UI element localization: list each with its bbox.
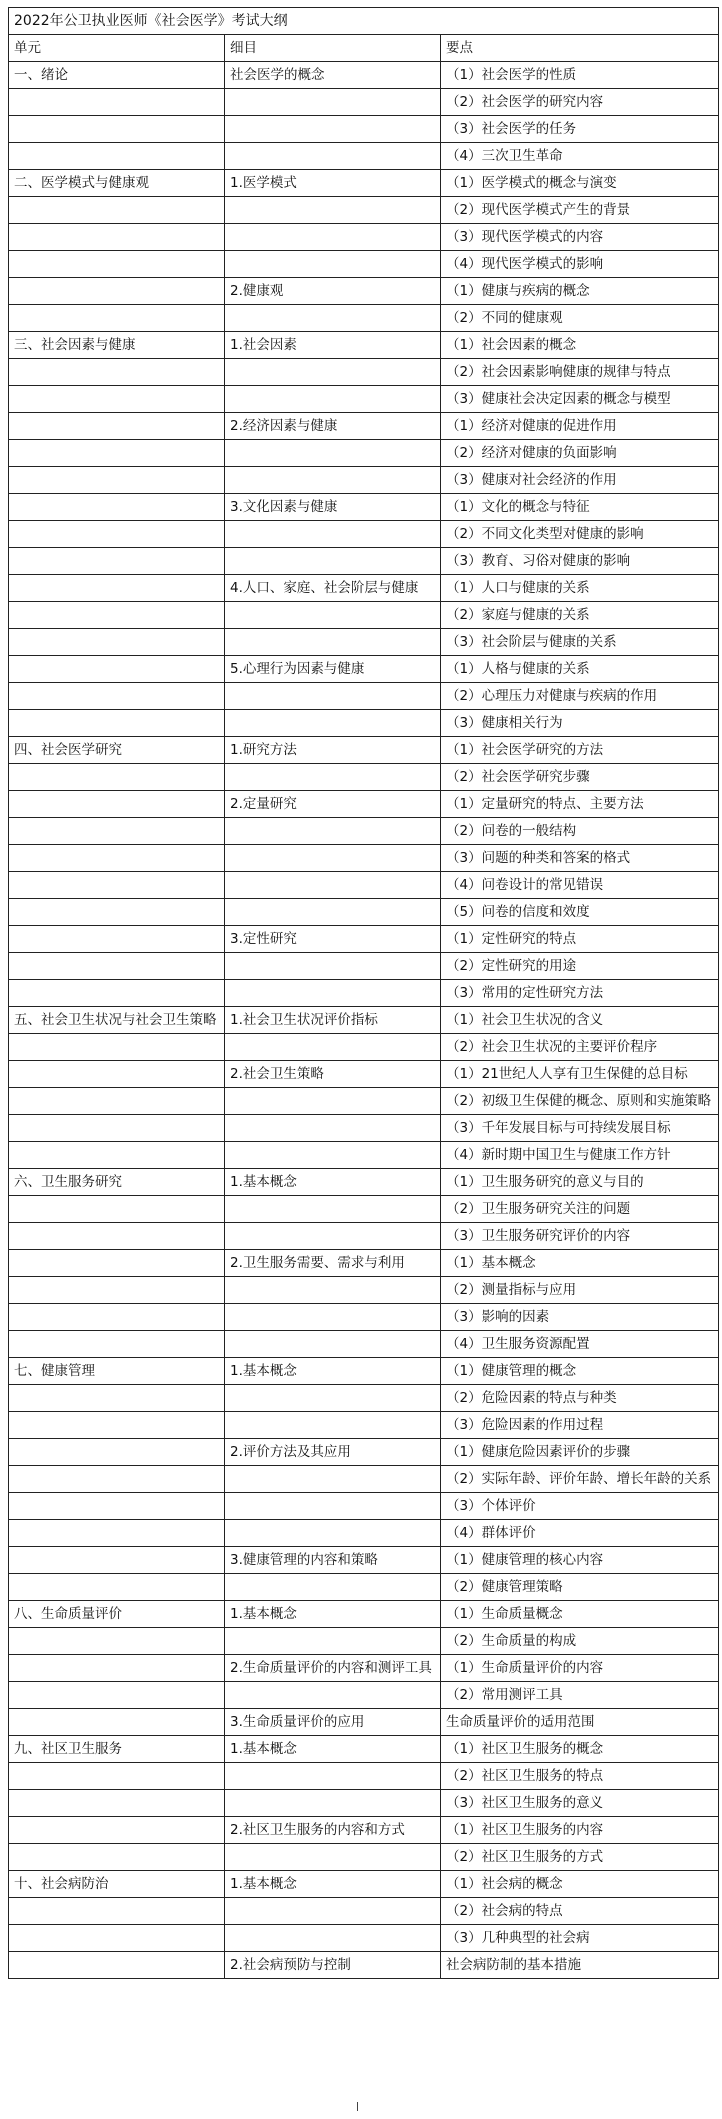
header-row (9, 35, 719, 62)
cell-item (225, 1466, 441, 1493)
table-row (9, 1790, 719, 1817)
title-row (9, 8, 719, 35)
cell-item: 3.定性研究 (225, 926, 441, 953)
cell-item (225, 1763, 441, 1790)
cell-unit (9, 251, 225, 278)
cell-unit (9, 413, 225, 440)
cell-point: （3）健康相关行为 (441, 710, 719, 737)
table-row (9, 1520, 719, 1547)
cell-item (225, 1304, 441, 1331)
cell-unit (9, 305, 225, 332)
cell-point: （2）经济对健康的负面影响 (441, 440, 719, 467)
cell-point: （2）常用测评工具 (441, 1682, 719, 1709)
cell-item: 4.人口、家庭、社会阶层与健康 (225, 575, 441, 602)
cell-point: （3）问题的种类和答案的格式 (441, 845, 719, 872)
table-row (9, 1007, 719, 1034)
table-row (9, 845, 719, 872)
table-row (9, 1871, 719, 1898)
cell-point: （5）问卷的信度和效度 (441, 899, 719, 926)
cell-point: （2）生命质量的构成 (441, 1628, 719, 1655)
cell-point: （1）人口与健康的关系 (441, 575, 719, 602)
cell-item: 2.社区卫生服务的内容和方式 (225, 1817, 441, 1844)
cell-point: （2）卫生服务研究关注的问题 (441, 1196, 719, 1223)
cell-item (225, 143, 441, 170)
table-row (9, 1385, 719, 1412)
table-row (9, 602, 719, 629)
table-row (9, 494, 719, 521)
cell-point: 生命质量评价的适用范围 (441, 1709, 719, 1736)
cell-unit (9, 1844, 225, 1871)
cell-item (225, 899, 441, 926)
cell-unit (9, 1547, 225, 1574)
cell-point: （4）问卷设计的常见错误 (441, 872, 719, 899)
cell-unit: 七、健康管理 (9, 1358, 225, 1385)
table-row (9, 197, 719, 224)
cell-unit (9, 1898, 225, 1925)
table-row (9, 62, 719, 89)
cell-item (225, 872, 441, 899)
table-body (9, 62, 719, 1979)
cell-point: （3）健康社会决定因素的概念与模型 (441, 386, 719, 413)
cell-point: （3）千年发展目标与可持续发展目标 (441, 1115, 719, 1142)
cell-item: 2.社会病预防与控制 (225, 1952, 441, 1979)
cell-point: （2）健康管理策略 (441, 1574, 719, 1601)
cell-unit (9, 359, 225, 386)
cell-unit (9, 1250, 225, 1277)
cell-item (225, 1898, 441, 1925)
table-row (9, 116, 719, 143)
cell-item: 2.定量研究 (225, 791, 441, 818)
cell-point: （1）健康危险因素评价的步骤 (441, 1439, 719, 1466)
cell-point: （2）社会病的特点 (441, 1898, 719, 1925)
cell-point: （3）社会医学的任务 (441, 116, 719, 143)
cell-item (225, 1277, 441, 1304)
cell-point: （2）社会卫生状况的主要评价程序 (441, 1034, 719, 1061)
cell-unit (9, 386, 225, 413)
cell-item (225, 764, 441, 791)
cell-item (225, 683, 441, 710)
table-row (9, 1250, 719, 1277)
cell-unit (9, 926, 225, 953)
cell-point: （1）生命质量概念 (441, 1601, 719, 1628)
table-row (9, 1925, 719, 1952)
cell-item: 1.医学模式 (225, 170, 441, 197)
cell-item (225, 1520, 441, 1547)
table-row (9, 1952, 719, 1979)
table-row (9, 575, 719, 602)
cell-item (225, 1034, 441, 1061)
cell-point: （1）经济对健康的促进作用 (441, 413, 719, 440)
cell-unit (9, 818, 225, 845)
cell-item (225, 1088, 441, 1115)
cell-point: （1）社会病的概念 (441, 1871, 719, 1898)
cell-unit (9, 1925, 225, 1952)
cell-point: （1）健康与疾病的概念 (441, 278, 719, 305)
cell-point: （2）家庭与健康的关系 (441, 602, 719, 629)
cell-item: 1.基本概念 (225, 1736, 441, 1763)
cell-item (225, 1574, 441, 1601)
cell-point: （1）社会因素的概念 (441, 332, 719, 359)
cell-point: （2）实际年龄、评价年龄、增长年龄的关系 (441, 1466, 719, 1493)
cell-unit (9, 1061, 225, 1088)
cell-point: （3）个体评价 (441, 1493, 719, 1520)
cell-item: 2.卫生服务需要、需求与利用 (225, 1250, 441, 1277)
table-row (9, 1466, 719, 1493)
cell-unit (9, 1331, 225, 1358)
cell-point: （1）文化的概念与特征 (441, 494, 719, 521)
cell-unit: 九、社区卫生服务 (9, 1736, 225, 1763)
cell-unit: 三、社会因素与健康 (9, 332, 225, 359)
table-row (9, 143, 719, 170)
cell-unit (9, 629, 225, 656)
cell-unit (9, 1466, 225, 1493)
table-row (9, 1304, 719, 1331)
cell-point: （2）定性研究的用途 (441, 953, 719, 980)
cell-unit (9, 143, 225, 170)
cell-unit: 十、社会病防治 (9, 1871, 225, 1898)
cell-item (225, 1223, 441, 1250)
table-row (9, 548, 719, 575)
cell-unit (9, 1520, 225, 1547)
cell-unit (9, 1790, 225, 1817)
cell-unit (9, 764, 225, 791)
cell-unit: 五、社会卫生状况与社会卫生策略 (9, 1007, 225, 1034)
table-row (9, 1169, 719, 1196)
cell-point: （2）问卷的一般结构 (441, 818, 719, 845)
cell-item (225, 953, 441, 980)
cell-point: （1）健康管理的核心内容 (441, 1547, 719, 1574)
cell-point: （2）社会因素影响健康的规律与特点 (441, 359, 719, 386)
cell-item (225, 1493, 441, 1520)
table-row (9, 710, 719, 737)
cell-point: （3）教育、习俗对健康的影响 (441, 548, 719, 575)
cell-unit (9, 953, 225, 980)
table-row (9, 1034, 719, 1061)
table-row (9, 1358, 719, 1385)
table-row (9, 521, 719, 548)
cell-item (225, 1925, 441, 1952)
cell-item (225, 1142, 441, 1169)
cell-point: （1）卫生服务研究的意义与目的 (441, 1169, 719, 1196)
table-row (9, 953, 719, 980)
cell-unit (9, 575, 225, 602)
cell-item: 1.社会因素 (225, 332, 441, 359)
header-item: 细目 (225, 35, 441, 62)
cell-point: （2）社区卫生服务的特点 (441, 1763, 719, 1790)
cell-unit (9, 899, 225, 926)
cell-point: （3）卫生服务研究评价的内容 (441, 1223, 719, 1250)
table-row (9, 89, 719, 116)
cell-point: （1）社会医学的性质 (441, 62, 719, 89)
cell-unit (9, 1223, 225, 1250)
cell-point: （3）影响的因素 (441, 1304, 719, 1331)
table-row (9, 1601, 719, 1628)
cell-unit (9, 116, 225, 143)
header-point: 要点 (441, 35, 719, 62)
cell-point: （2）不同文化类型对健康的影响 (441, 521, 719, 548)
cell-item (225, 467, 441, 494)
cell-item (225, 1331, 441, 1358)
cell-unit (9, 872, 225, 899)
table-row (9, 1412, 719, 1439)
cell-unit (9, 602, 225, 629)
cell-item: 1.研究方法 (225, 737, 441, 764)
syllabus-table (8, 7, 719, 1979)
table-row (9, 440, 719, 467)
cell-item (225, 197, 441, 224)
cell-item (225, 251, 441, 278)
cell-point: （4）现代医学模式的影响 (441, 251, 719, 278)
cell-item (225, 548, 441, 575)
cell-point: （1）21世纪人人享有卫生保健的总目标 (441, 1061, 719, 1088)
table-row (9, 1088, 719, 1115)
cell-point: （3）健康对社会经济的作用 (441, 467, 719, 494)
cell-item (225, 440, 441, 467)
table-row (9, 170, 719, 197)
cell-unit (9, 710, 225, 737)
cell-unit (9, 1439, 225, 1466)
cell-point: 社会病防制的基本措施 (441, 1952, 719, 1979)
table-row (9, 1547, 719, 1574)
cell-unit (9, 1196, 225, 1223)
cell-point: （4）新时期中国卫生与健康工作方针 (441, 1142, 719, 1169)
table-row (9, 467, 719, 494)
cell-item: 3.健康管理的内容和策略 (225, 1547, 441, 1574)
cell-item: 3.文化因素与健康 (225, 494, 441, 521)
cell-item (225, 602, 441, 629)
cell-unit (9, 656, 225, 683)
table-row (9, 1763, 719, 1790)
cell-unit: 四、社会医学研究 (9, 737, 225, 764)
table-row (9, 1277, 719, 1304)
cell-point: （4）三次卫生革命 (441, 143, 719, 170)
cell-point: （1）社会卫生状况的含义 (441, 1007, 719, 1034)
cell-item (225, 116, 441, 143)
cell-unit: 一、绪论 (9, 62, 225, 89)
cell-point: （2）现代医学模式产生的背景 (441, 197, 719, 224)
cell-item (225, 1682, 441, 1709)
cell-point: （2）不同的健康观 (441, 305, 719, 332)
cell-item: 1.基本概念 (225, 1871, 441, 1898)
table-row (9, 1493, 719, 1520)
cell-item (225, 359, 441, 386)
cell-item (225, 710, 441, 737)
cell-item: 2.经济因素与健康 (225, 413, 441, 440)
cell-point: （1）社区卫生服务的内容 (441, 1817, 719, 1844)
cell-point: （1）医学模式的概念与演变 (441, 170, 719, 197)
cell-unit: 八、生命质量评价 (9, 1601, 225, 1628)
table-title: 2022年公卫执业医师《社会医学》考试大纲 (9, 8, 719, 35)
cell-unit (9, 1034, 225, 1061)
cell-point: （1）生命质量评价的内容 (441, 1655, 719, 1682)
cell-unit (9, 1385, 225, 1412)
cell-unit (9, 1655, 225, 1682)
table-row (9, 1331, 719, 1358)
cell-item (225, 521, 441, 548)
cell-point: （2）社会医学研究步骤 (441, 764, 719, 791)
cell-unit (9, 791, 225, 818)
table-row (9, 278, 719, 305)
table-row (9, 926, 719, 953)
table-row (9, 413, 719, 440)
cell-item (225, 980, 441, 1007)
table-row (9, 1898, 719, 1925)
cell-unit (9, 224, 225, 251)
cell-unit (9, 1493, 225, 1520)
header-unit: 单元 (9, 35, 225, 62)
cell-item: 2.生命质量评价的内容和测评工具 (225, 1655, 441, 1682)
cell-point: （1）人格与健康的关系 (441, 656, 719, 683)
cell-point: （2）测量指标与应用 (441, 1277, 719, 1304)
table-row (9, 1439, 719, 1466)
table-row (9, 791, 719, 818)
table-row (9, 737, 719, 764)
table-row (9, 899, 719, 926)
cell-item (225, 1412, 441, 1439)
table-row (9, 683, 719, 710)
cell-point: （3）危险因素的作用过程 (441, 1412, 719, 1439)
cell-item (225, 1115, 441, 1142)
cell-unit (9, 467, 225, 494)
cell-item: 社会医学的概念 (225, 62, 441, 89)
cell-point: （4）卫生服务资源配置 (441, 1331, 719, 1358)
cell-point: （2）危险因素的特点与种类 (441, 1385, 719, 1412)
table-row (9, 980, 719, 1007)
cell-item: 1.基本概念 (225, 1358, 441, 1385)
cell-unit (9, 980, 225, 1007)
cell-unit (9, 1088, 225, 1115)
table-row (9, 1736, 719, 1763)
table-row (9, 872, 719, 899)
cell-point: （1）社区卫生服务的概念 (441, 1736, 719, 1763)
cell-item: 2.评价方法及其应用 (225, 1439, 441, 1466)
cell-point: （2）社会医学的研究内容 (441, 89, 719, 116)
cell-unit (9, 1817, 225, 1844)
cell-item (225, 224, 441, 251)
cell-unit (9, 845, 225, 872)
table-row (9, 386, 719, 413)
cell-unit (9, 1628, 225, 1655)
cell-item: 2.健康观 (225, 278, 441, 305)
cell-unit (9, 440, 225, 467)
cell-item (225, 1628, 441, 1655)
cell-unit (9, 1709, 225, 1736)
cell-unit (9, 1304, 225, 1331)
table-row (9, 1574, 719, 1601)
cell-item (225, 89, 441, 116)
cell-unit: 二、医学模式与健康观 (9, 170, 225, 197)
cell-item (225, 386, 441, 413)
cell-unit (9, 1412, 225, 1439)
cell-unit (9, 1763, 225, 1790)
cell-unit (9, 521, 225, 548)
cell-unit (9, 548, 225, 575)
cell-point: （2）心理压力对健康与疾病的作用 (441, 683, 719, 710)
cell-unit (9, 494, 225, 521)
table-row (9, 251, 719, 278)
cell-point: （3）现代医学模式的内容 (441, 224, 719, 251)
cell-point: （3）几种典型的社会病 (441, 1925, 719, 1952)
table-row (9, 1142, 719, 1169)
table-row (9, 305, 719, 332)
cell-item: 1.基本概念 (225, 1601, 441, 1628)
table-row (9, 1682, 719, 1709)
table-row (9, 1196, 719, 1223)
cell-unit (9, 197, 225, 224)
cell-item: 2.社会卫生策略 (225, 1061, 441, 1088)
cell-point: （1）社会医学研究的方法 (441, 737, 719, 764)
cell-item: 1.社会卫生状况评价指标 (225, 1007, 441, 1034)
cell-unit: 六、卫生服务研究 (9, 1169, 225, 1196)
cell-point: （1）定量研究的特点、主要方法 (441, 791, 719, 818)
cell-point: （1）定性研究的特点 (441, 926, 719, 953)
page-mark (357, 2102, 358, 2111)
cell-item (225, 1790, 441, 1817)
cell-item (225, 629, 441, 656)
cell-point: （2）初级卫生保健的概念、原则和实施策略 (441, 1088, 719, 1115)
cell-point: （1）基本概念 (441, 1250, 719, 1277)
table-row (9, 1709, 719, 1736)
cell-unit (9, 1115, 225, 1142)
cell-item: 3.生命质量评价的应用 (225, 1709, 441, 1736)
cell-item (225, 818, 441, 845)
cell-unit (9, 1574, 225, 1601)
cell-unit (9, 1952, 225, 1979)
cell-item (225, 845, 441, 872)
table-row (9, 1223, 719, 1250)
table-row (9, 224, 719, 251)
cell-unit (9, 89, 225, 116)
table-row (9, 359, 719, 386)
table-row (9, 1844, 719, 1871)
table-row (9, 656, 719, 683)
cell-item: 1.基本概念 (225, 1169, 441, 1196)
cell-unit (9, 1142, 225, 1169)
table-row (9, 818, 719, 845)
table-row (9, 1628, 719, 1655)
cell-unit (9, 1682, 225, 1709)
cell-item (225, 1385, 441, 1412)
table-row (9, 1817, 719, 1844)
cell-item (225, 1196, 441, 1223)
cell-point: （3）常用的定性研究方法 (441, 980, 719, 1007)
cell-point: （2）社区卫生服务的方式 (441, 1844, 719, 1871)
table-row (9, 1655, 719, 1682)
cell-item (225, 1844, 441, 1871)
table-row (9, 332, 719, 359)
table-row (9, 1115, 719, 1142)
cell-point: （4）群体评价 (441, 1520, 719, 1547)
cell-unit (9, 683, 225, 710)
table-row (9, 629, 719, 656)
cell-point: （3）社会阶层与健康的关系 (441, 629, 719, 656)
cell-item (225, 305, 441, 332)
cell-unit (9, 278, 225, 305)
table-row (9, 1061, 719, 1088)
table-row (9, 764, 719, 791)
cell-unit (9, 1277, 225, 1304)
cell-point: （1）健康管理的概念 (441, 1358, 719, 1385)
document (8, 7, 719, 1979)
cell-item: 5.心理行为因素与健康 (225, 656, 441, 683)
cell-point: （3）社区卫生服务的意义 (441, 1790, 719, 1817)
